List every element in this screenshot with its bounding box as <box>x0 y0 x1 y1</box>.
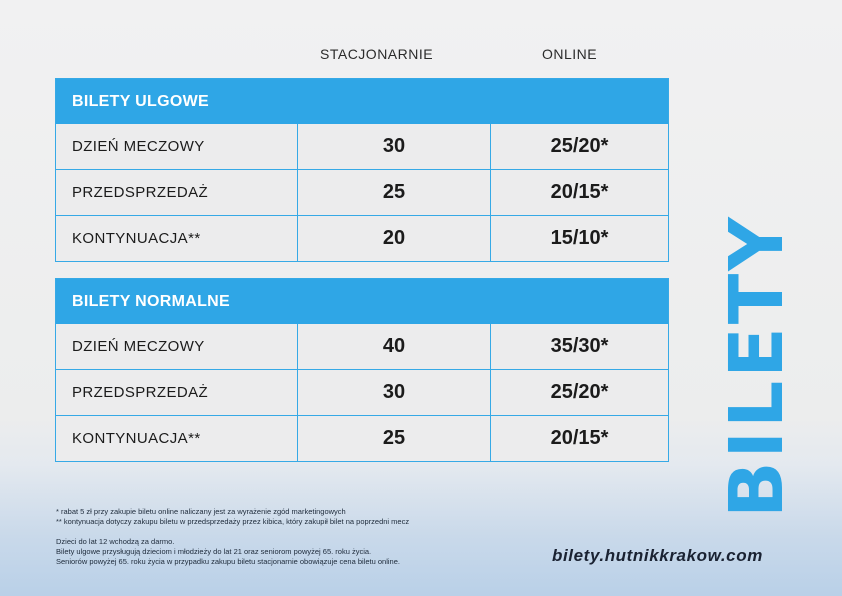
note-children: Dzieci do lat 12 wchodzą za darmo. <box>56 537 175 546</box>
note-seniors: Seniorów powyżej 65. roku życia w przypadku zakupu biletu stacjonarnie obowiązuje cena biletu online. <box>56 557 400 566</box>
vertical-title-text: BILETY <box>714 214 800 518</box>
table-title-normalne: BILETY NORMALNE <box>56 279 668 324</box>
price-stacjonarnie: 20 <box>298 216 491 261</box>
table-row <box>56 169 668 215</box>
table-title-ulgowe: BILETY ULGOWE <box>56 79 668 124</box>
row-label: DZIEŃ MECZOWY <box>56 324 298 369</box>
table-row <box>56 415 668 461</box>
website-link[interactable]: bilety.hutnikkrakow.com <box>552 546 763 565</box>
table-bilety-normalne <box>55 278 669 462</box>
price-stacjonarnie: 30 <box>298 370 491 415</box>
footnote-1: * rabat 5 zł przy zakupie biletu online naliczany jest za wyrażenie zgód marketingowych <box>56 507 346 516</box>
table-row <box>56 215 668 261</box>
price-stacjonarnie: 25 <box>298 170 491 215</box>
row-label: KONTYNUACJA** <box>56 216 298 261</box>
row-label: KONTYNUACJA** <box>56 416 298 461</box>
row-label: PRZEDSPRZEDAŻ <box>56 370 298 415</box>
footnote-2: ** kontynuacja dotyczy zakupu biletu w przedsprzedaży przez kibica, który zakupił bilet na poprzedni mecz <box>56 517 410 526</box>
table-row <box>56 124 668 169</box>
price-online: 15/10* <box>550 227 609 249</box>
price-online: 20/15* <box>550 427 609 449</box>
price-online: 25/20* <box>550 381 609 403</box>
price-online: 20/15* <box>550 181 609 203</box>
row-label: DZIEŃ MECZOWY <box>56 124 298 169</box>
footnotes <box>56 507 409 567</box>
column-header-online: ONLINE <box>542 46 598 62</box>
price-online: 25/20* <box>550 135 609 157</box>
vertical-title <box>714 214 800 518</box>
column-header-stacjonarnie: STACJONARNIE <box>320 46 434 62</box>
table-bilety-ulgowe <box>55 78 669 262</box>
price-stacjonarnie: 30 <box>298 124 491 169</box>
row-label: PRZEDSPRZEDAŻ <box>56 170 298 215</box>
table-row <box>56 324 668 369</box>
table-row <box>56 369 668 415</box>
note-ulgowe: Bilety ulgowe przysługują dzieciom i młodzieży do lat 21 oraz seniorom powyżej 65. roku życia. <box>56 547 372 556</box>
price-stacjonarnie: 40 <box>298 324 491 369</box>
price-online: 35/30* <box>550 335 609 357</box>
price-stacjonarnie: 25 <box>298 416 491 461</box>
